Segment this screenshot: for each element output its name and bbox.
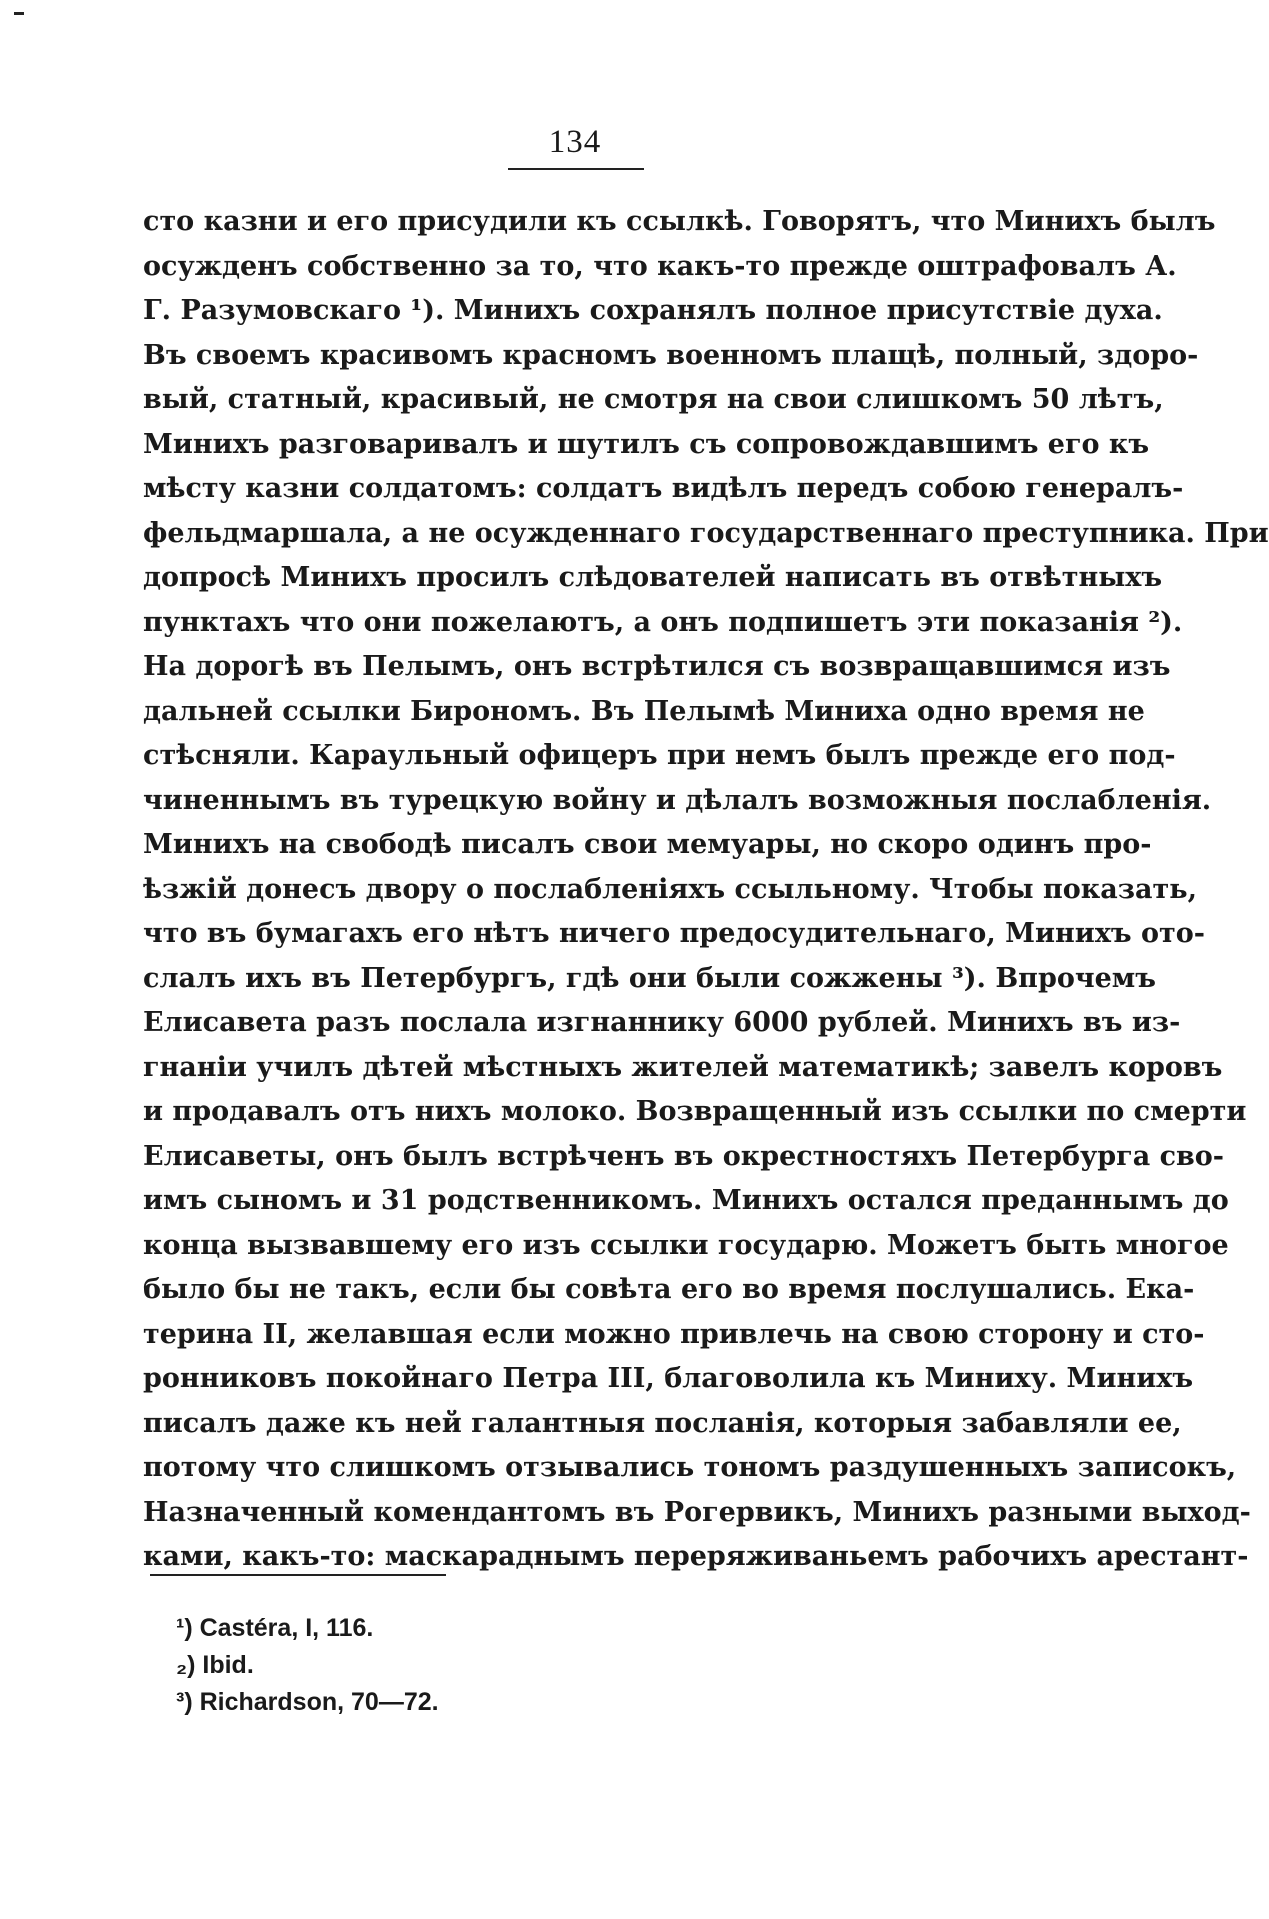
- text-line: дальней ссылки Бирономъ. Въ Пелымѣ Миниха одно время не: [143, 695, 1145, 727]
- text-line: фельдмаршала, а не осужденнаго государственнаго преступника. При: [143, 517, 1269, 549]
- text-line: что въ бумагахъ его нѣтъ ничего предосудительнаго, Минихъ ото-: [143, 918, 1205, 949]
- text-line: ками, какъ-то: маскараднымъ переряживаньемъ рабочихъ арестант-: [143, 1541, 1249, 1572]
- footnote: ¹) Castéra, I, 116.: [176, 1614, 374, 1642]
- body-text: [143, 200, 1269, 1580]
- text-line: пунктахъ что они пожелаютъ, а онъ подпишетъ эти показанія ²).: [143, 606, 1183, 638]
- page-number: 134: [548, 124, 602, 160]
- footnote-rule: [150, 1574, 446, 1576]
- text-line: терина II, желавшая если можно привлечь на свою сторону и сто-: [143, 1318, 1205, 1350]
- text-line: конца вызвавшему его изъ ссылки государю. Можетъ быть многое: [143, 1229, 1229, 1261]
- text-line: имъ сыномъ и 31 родственникомъ. Минихъ остался преданнымъ до: [143, 1185, 1229, 1216]
- text-line: гнаніи училъ дѣтей мѣстныхъ жителей математикѣ; завелъ коровъ: [143, 1051, 1223, 1083]
- text-line: Назначенный комендантомъ въ Рогервикъ, Минихъ разными выход-: [143, 1496, 1251, 1528]
- text-line: вый, статный, красивый, не смотря на свои слишкомъ 50 лѣтъ,: [143, 384, 1164, 415]
- text-line: ронниковъ покойнаго Петра III, благоволила къ Миниху. Минихъ: [143, 1363, 1194, 1394]
- text-line: Минихъ на свободѣ писалъ свои мемуары, но скоро одинъ про-: [143, 829, 1152, 860]
- text-line: слалъ ихъ въ Петербургъ, гдѣ они были сожжены ³). Впрочемъ: [143, 962, 1156, 994]
- page-number-rule: [508, 168, 644, 170]
- text-line: стѣсняли. Караульный офицеръ при немъ былъ прежде его под-: [143, 740, 1176, 771]
- text-line: ѣзжій донесъ двору о послабленіяхъ ссыльному. Чтобы показать,: [143, 873, 1197, 905]
- footnote: ₂) Ibid.: [176, 1651, 254, 1679]
- text-line: было бы не такъ, если бы совѣта его во время послушались. Ека-: [143, 1274, 1195, 1305]
- text-line: допросѣ Минихъ просилъ слѣдователей написать въ отвѣтныхъ: [143, 562, 1163, 593]
- text-line: сто казни и его присудили къ ссылкѣ. Говорятъ, что Минихъ былъ: [143, 206, 1216, 237]
- text-line: Въ своемъ красивомъ красномъ военномъ плащѣ, полный, здоро-: [143, 339, 1199, 371]
- text-line: Минихъ разговаривалъ и шутилъ съ сопровождавшимъ его къ: [143, 428, 1150, 460]
- footnotes: [176, 1610, 439, 1721]
- text-line: мѣсту казни солдатомъ: солдатъ видѣлъ передъ собою генералъ-: [143, 473, 1184, 504]
- margin-mark: [14, 12, 24, 15]
- text-line: чиненнымъ въ турецкую войну и дѣлалъ возможныя послабленія.: [143, 784, 1212, 816]
- text-line: и продавалъ отъ нихъ молоко. Возвращенный изъ ссылки по смерти: [143, 1096, 1247, 1127]
- text-line: потому что слишкомъ отзывались тономъ раздушенныхъ записокъ,: [143, 1452, 1237, 1483]
- text-line: Г. Разумовскаго ¹). Минихъ сохранялъ полное присутствіе духа.: [143, 295, 1163, 326]
- text-line: писалъ даже къ ней галантныя посланія, которыя забавляли ее,: [143, 1407, 1182, 1439]
- text-line: На дорогѣ въ Пелымъ, онъ встрѣтился съ возвращавшимся изъ: [143, 651, 1171, 682]
- text-line: осужденъ собственно за то, что какъ-то прежде оштрафовалъ А.: [143, 250, 1177, 282]
- text-line: Елисаветы, онъ былъ встрѣченъ въ окрестностяхъ Петербурга сво-: [143, 1140, 1225, 1172]
- text-line: Елисавета разъ послала изгнаннику 6000 рублей. Минихъ въ из-: [143, 1007, 1181, 1038]
- footnote: ³) Richardson, 70—72.: [176, 1688, 439, 1716]
